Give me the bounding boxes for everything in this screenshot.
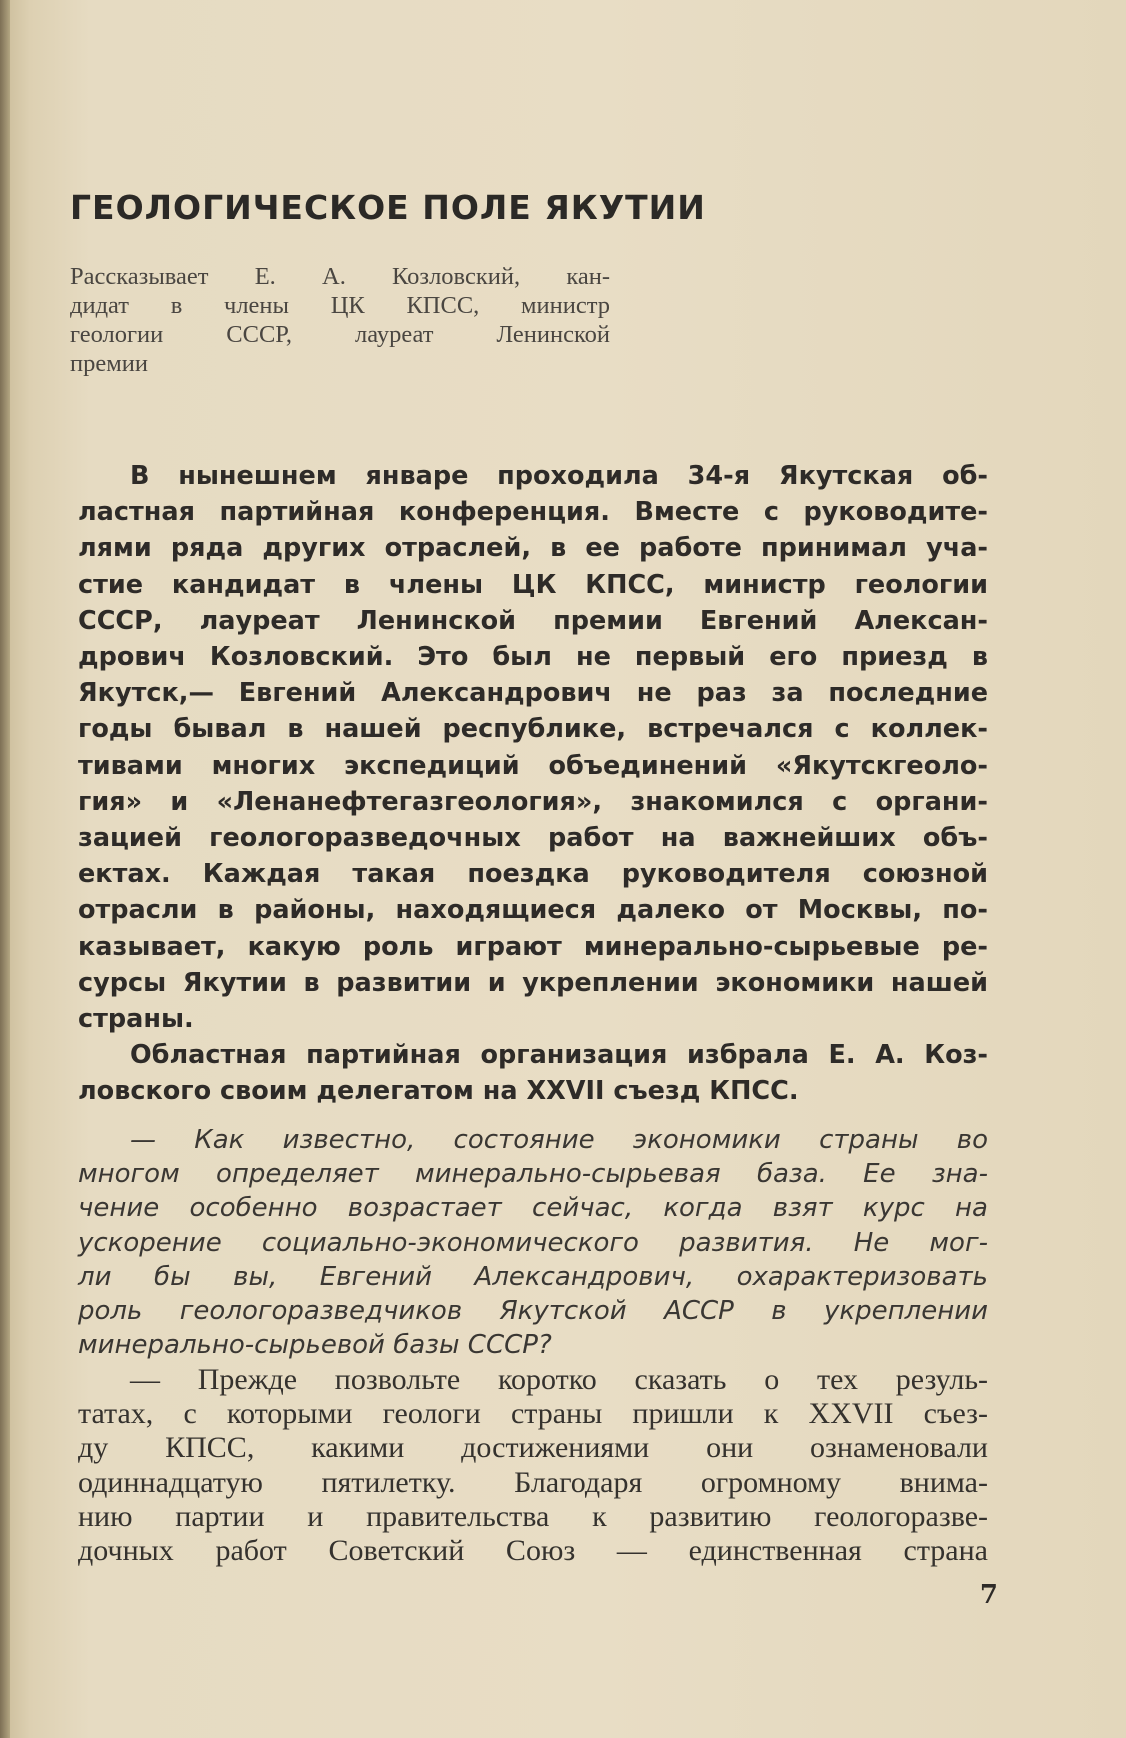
intro-line: гия» и «Ленанефтегазгеология», знакомился с органи- bbox=[78, 786, 988, 817]
answer-line: одиннадцатую пятилетку. Благодаря огромному внима- bbox=[78, 1465, 988, 1499]
intro-line: ластная партийная конференция. Вместе с руководите- bbox=[78, 497, 988, 528]
byline-line: Рассказывает Е. А. Козловский, кан- bbox=[70, 263, 610, 290]
question-line: многом определяет минерально-сырьевая база. Ее зна- bbox=[78, 1159, 988, 1190]
intro-line: ектах. Каждая такая поездка руководителя союзной bbox=[78, 859, 988, 890]
answer-line: нию партии и правительства к развитию геологоразве- bbox=[78, 1499, 988, 1533]
intro-line: СССР, лауреат Ленинской премии Евгений Алексан- bbox=[78, 605, 988, 636]
answer-line: татах, с которыми геологи страны пришли к XXVII съез- bbox=[78, 1397, 988, 1431]
intro-line: дрович Козловский. Это был не первый его приезд в bbox=[78, 642, 988, 673]
intro-line: сурсы Якутии в развитии и укреплении экономики нашей bbox=[78, 967, 988, 998]
byline-line: геологии СССР, лауреат Ленинской bbox=[70, 321, 610, 348]
answer-line: ду КПСС, какими достижениями они ознаменовали bbox=[78, 1431, 988, 1465]
question-line: ли бы вы, Евгений Александрович, охарактеризовать bbox=[78, 1261, 988, 1292]
intro-line: Якутск,— Евгений Александрович не раз за последние bbox=[78, 678, 988, 709]
question-line: ускорение социально-экономического развития. Не мог- bbox=[78, 1227, 988, 1258]
page-binding-shadow bbox=[0, 0, 10, 1738]
intro-line: казывает, какую роль играют минерально-сырьевые ре- bbox=[78, 931, 988, 962]
interview-answer bbox=[78, 1363, 988, 1568]
intro-line: тивами многих экспедиций объединений «Якутскгеоло- bbox=[78, 750, 988, 781]
answer-line: — Прежде позвольте коротко сказать о тех резуль- bbox=[130, 1363, 988, 1396]
intro-line: лями ряда других отраслей, в ее работе принимал уча- bbox=[78, 533, 988, 564]
page-number: 7 bbox=[979, 1580, 998, 1610]
intro-line: стие кандидат в члены ЦК КПСС, министр геологии bbox=[78, 569, 988, 600]
intro-paragraph bbox=[78, 458, 988, 1110]
byline-line: дидат в члены ЦК КПСС, министр bbox=[70, 292, 610, 319]
intro-line: Областная партийная организация избрала Е. А. Коз- bbox=[130, 1040, 988, 1071]
answer-line: дочных работ Советский Союз — единственная страна bbox=[78, 1534, 988, 1568]
intro-line: зацией геологоразведочных работ на важнейших объ- bbox=[78, 823, 988, 854]
intro-line: страны. bbox=[78, 1004, 194, 1035]
question-line: — Как известно, состояние экономики страны во bbox=[130, 1125, 988, 1155]
chapter-title: ГЕОЛОГИЧЕСКОЕ ПОЛЕ ЯКУТИИ bbox=[70, 188, 706, 227]
intro-line: отрасли в районы, находящиеся далеко от Москвы, по- bbox=[78, 895, 988, 926]
intro-line: В нынешнем январе проходила 34-я Якутская об- bbox=[130, 461, 988, 491]
byline-line: премии bbox=[70, 350, 148, 377]
question-line: минерально-сырьевой базы СССР? bbox=[78, 1330, 552, 1361]
question-line: роль геологоразведчиков Якутской АССР в укреплении bbox=[78, 1296, 988, 1327]
interview-question bbox=[78, 1123, 988, 1362]
question-line: чение особенно возрастает сейчас, когда взят курс на bbox=[78, 1193, 988, 1224]
byline bbox=[70, 262, 610, 378]
intro-line: ловского своим делегатом на XXVII съезд КПСС. bbox=[78, 1076, 799, 1107]
intro-line: годы бывал в нашей республике, встречался с коллек- bbox=[78, 714, 988, 745]
